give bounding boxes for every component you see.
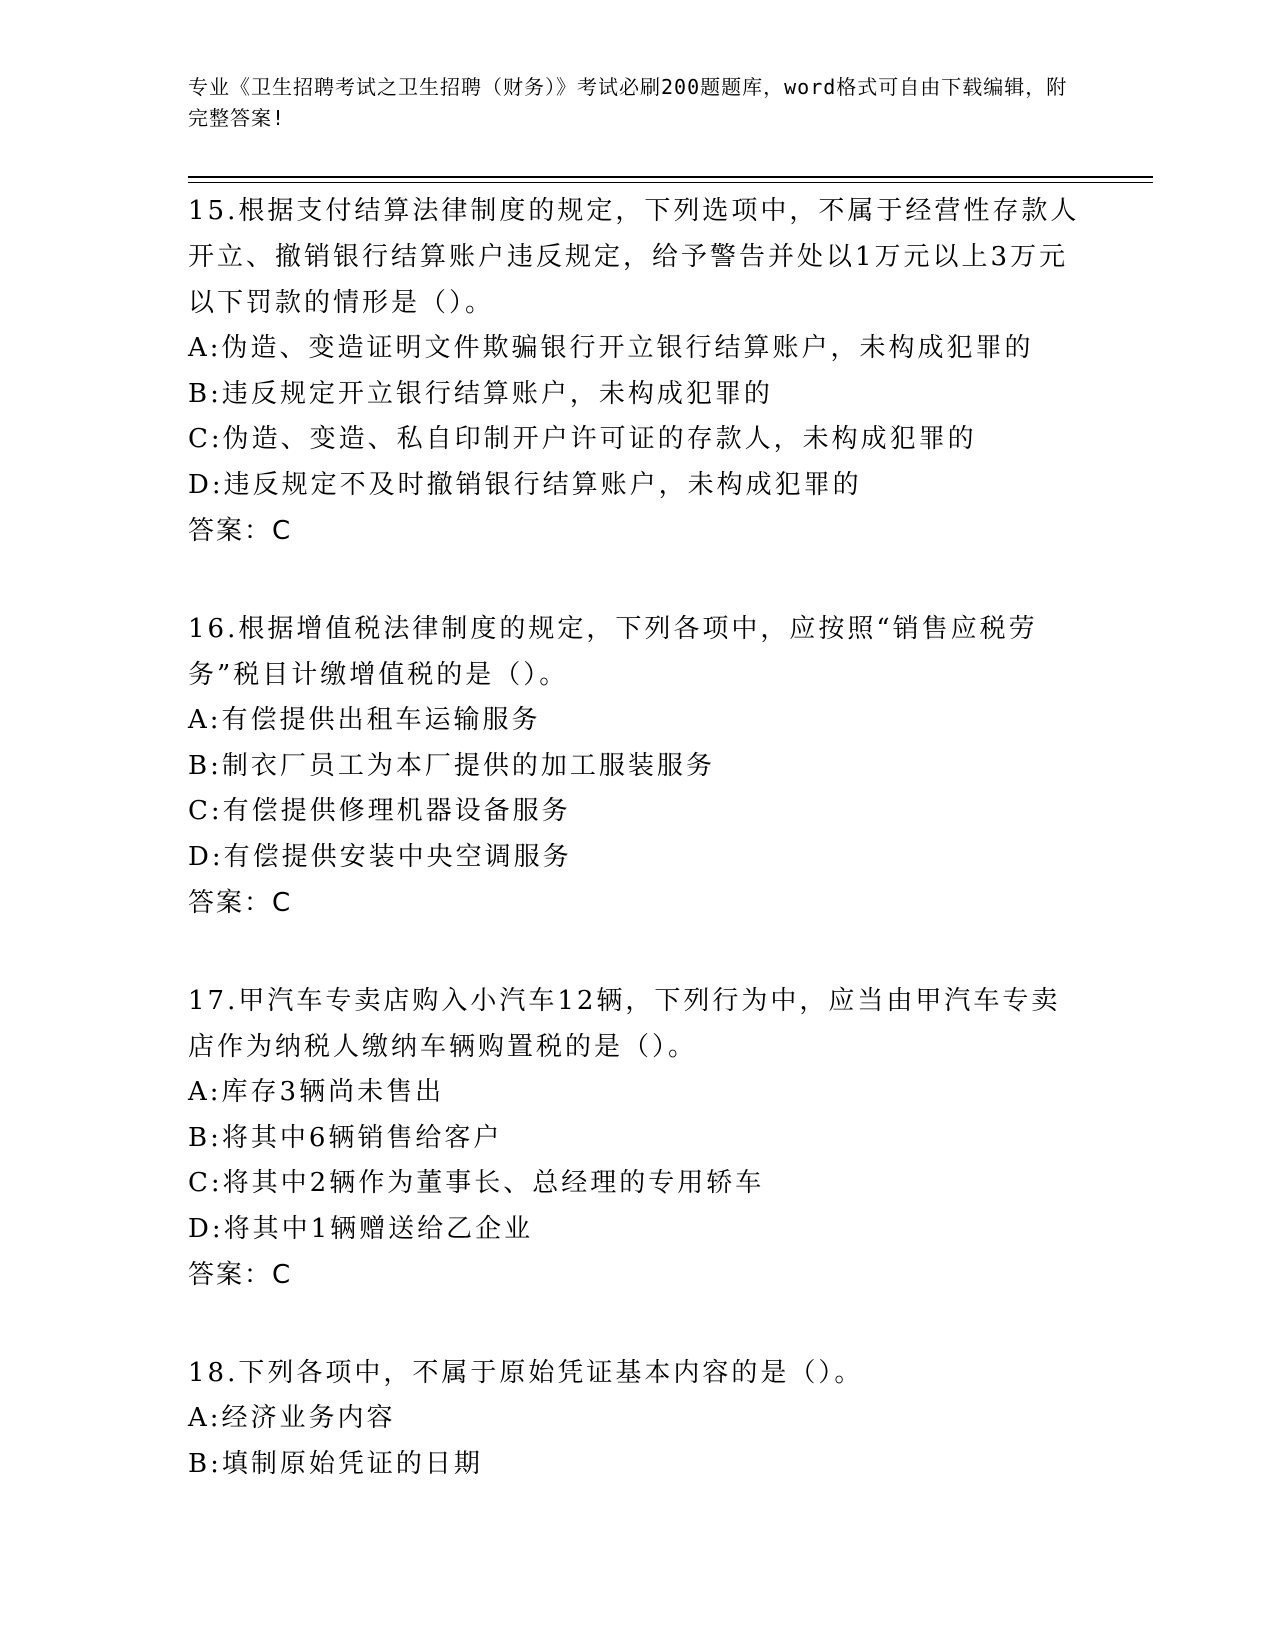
answer: 答案：C [188,516,293,546]
option-b: B:填制原始凭证的日期 [188,1448,483,1479]
question-15 [188,188,1088,554]
option-b: B:制衣厂员工为本厂提供的加工服装服务 [188,750,715,781]
header-rule-thick [188,176,1153,178]
option-a: A:伪造、变造证明文件欺骗银行开立银行结算账户，未构成犯罪的 [188,333,1034,363]
document-header: 专业《卫生招聘考试之卫生招聘（财务）》考试必刷200题题库，word格式可自由下载编辑，附完整答案! [188,75,1068,130]
answer: 答案：C [188,888,293,918]
answer: 答案：C [188,1260,293,1290]
option-a: A:经济业务内容 [188,1403,396,1433]
question-16 [188,606,1088,926]
option-d: D:违反规定不及时撤销银行结算账户，未构成犯罪的 [188,469,862,500]
option-b: B:违反规定开立银行结算账户，未构成犯罪的 [188,378,773,409]
question-list [188,188,1088,1487]
question-stem: 18.下列各项中，不属于原始凭证基本内容的是（）。 [188,1358,864,1388]
option-d: D:将其中1辆赠送给乙企业 [188,1213,534,1244]
option-c: C:将其中2辆作为董事长、总经理的专用轿车 [188,1168,765,1198]
header-rule-thin [188,182,1153,183]
option-c: C:有偿提供修理机器设备服务 [188,796,571,826]
option-c: C:伪造、变造、私自印制开户许可证的存款人，未构成犯罪的 [188,424,977,454]
option-b: B:将其中6辆销售给客户 [188,1122,503,1153]
question-stem: 16.根据增值税法律制度的规定，下列各项中，应按照“销售应税劳务”税目计缴增值税的是（）。 [188,614,1038,690]
question-stem: 15.根据支付结算法律制度的规定，下列选项中，不属于经营性存款人开立、撤销银行结算账户违反规定，给予警告并处以1万元以上3万元以下罚款的情形是（）。 [188,196,1080,318]
question-18 [188,1350,1088,1487]
option-a: A:库存3辆尚未售出 [188,1077,445,1107]
question-17 [188,978,1088,1298]
option-d: D:有偿提供安装中央空调服务 [188,841,572,872]
question-stem: 17.甲汽车专卖店购入小汽车12辆，下列行为中，应当由甲汽车专卖店作为纳税人缴纳车辆购置税的是（）。 [188,986,1061,1062]
option-a: A:有偿提供出租车运输服务 [188,705,541,735]
